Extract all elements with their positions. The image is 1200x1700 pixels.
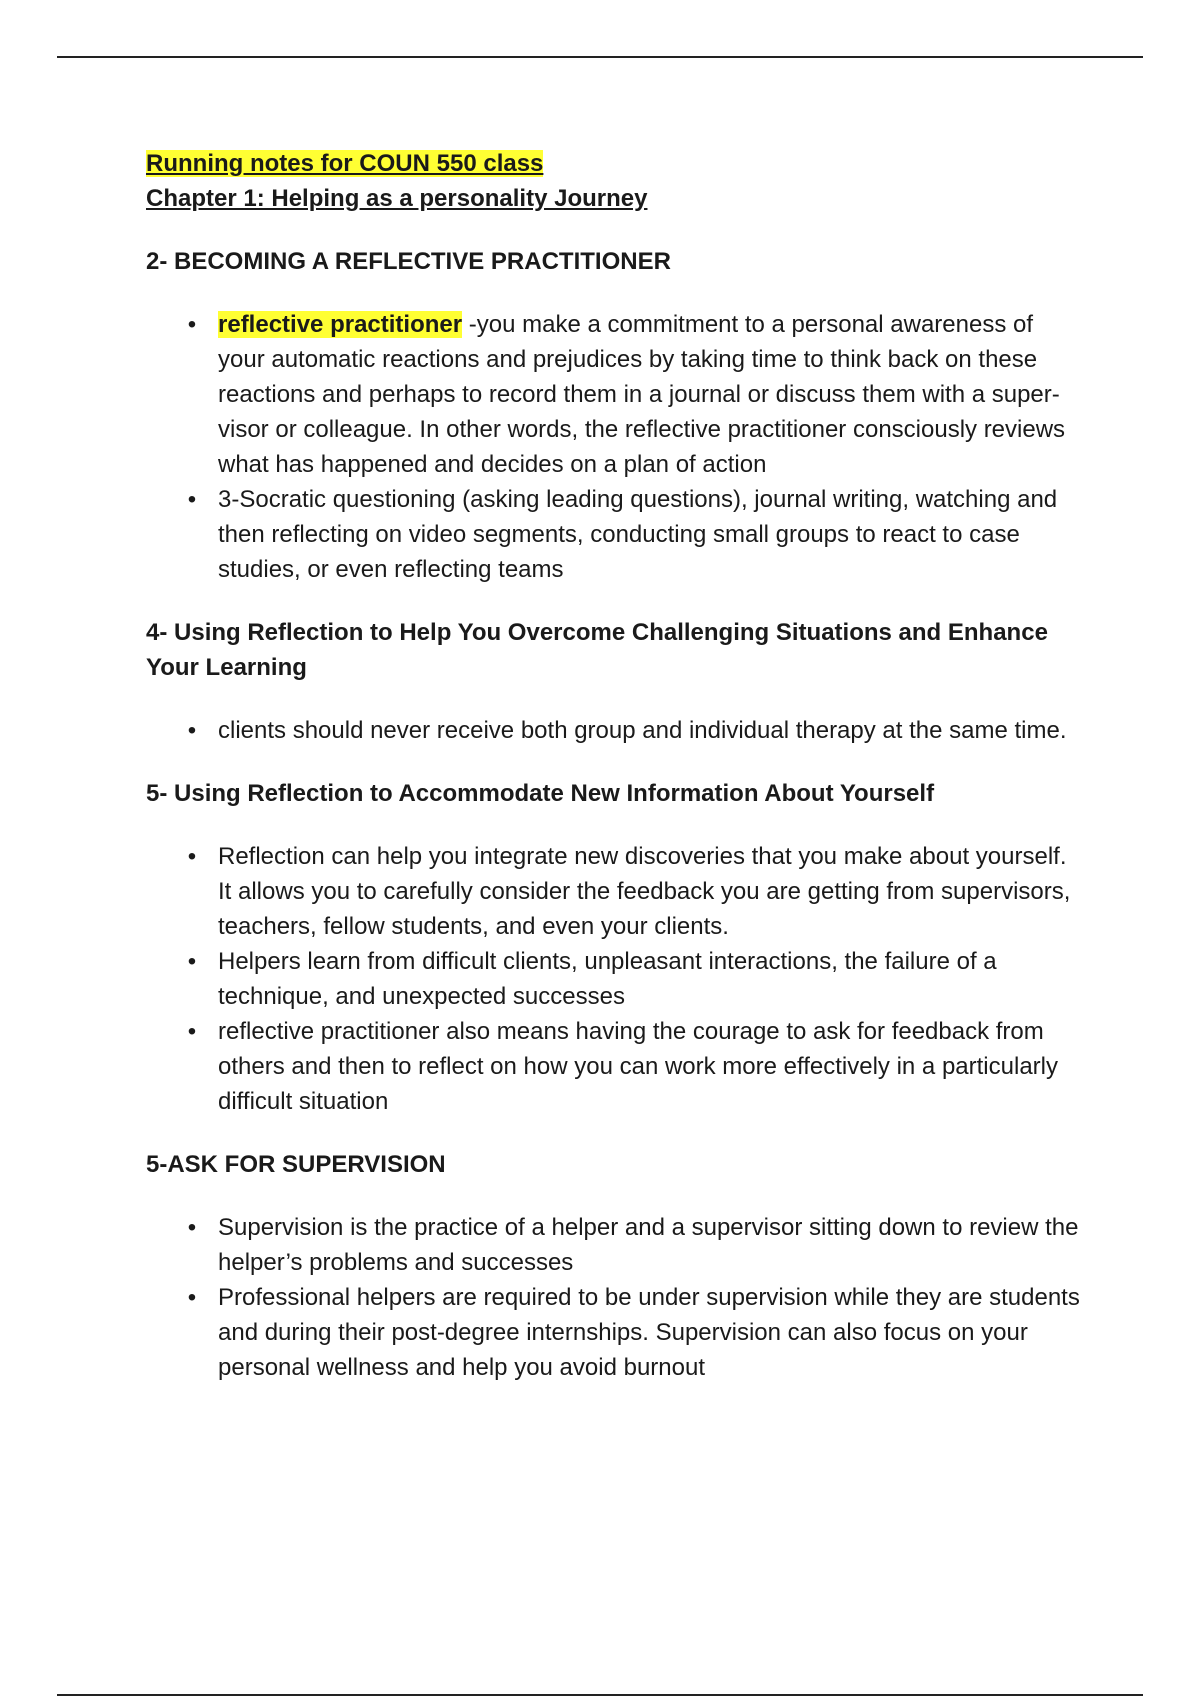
section-list-new-information	[146, 839, 1086, 1119]
bottom-rule	[57, 1694, 1143, 1696]
list-item	[146, 944, 1086, 1014]
bullet-glyph: •	[187, 1214, 197, 1241]
list-item	[146, 482, 1086, 587]
list-item-text: 3-Socratic questioning (asking leading questions), journal writing, watching and then reflecting on video segments, conducting small groups to react to case studies, or even reflecting teams	[218, 486, 1058, 583]
list-item-text: Helpers learn from difficult clients, unpleasant interactions, the failure of a technique, and unexpected successes	[218, 948, 997, 1010]
section-heading-ask-for-supervision: 5-ASK FOR SUPERVISION	[146, 1151, 446, 1178]
document-body	[146, 146, 1086, 1385]
list-item	[146, 1210, 1086, 1280]
list-item	[146, 1014, 1086, 1119]
document-title	[146, 146, 1086, 181]
title-highlight: Running notes for COUN 550 class	[146, 150, 544, 177]
section-heading-new-information: 5- Using Reflection to Accommodate New Information About Yourself	[146, 780, 935, 807]
bullet-glyph: •	[187, 843, 197, 870]
list-item	[146, 713, 1086, 748]
section-list-reflective-practitioner	[146, 307, 1086, 587]
bullet-glyph: •	[187, 948, 197, 975]
list-item	[146, 1280, 1086, 1385]
list-item-text: -you make a commitment to a personal awareness of your automatic reactions and prejudices by taking time to think back on these reactions and perhaps to record them in a journal or discuss them with a super- visor or colleague. In other words, the reflective practitioner consciously reviews what has happened and decides on a plan of action	[218, 311, 1066, 478]
bullet-glyph: •	[187, 311, 197, 338]
list-item	[146, 307, 1086, 482]
list-item-text: Reflection can help you integrate new discoveries that you make about yourself. It allows you to carefully consider the feedback you are getting from supervisors, teachers, fellow students, and even your clients.	[218, 843, 1071, 940]
list-item	[146, 839, 1086, 944]
chapter-title: Chapter 1: Helping as a personality Journey	[146, 185, 648, 212]
list-item-text: Supervision is the practice of a helper and a supervisor sitting down to review the helper’s problems and successes	[218, 1214, 1079, 1276]
bullet-glyph: •	[187, 717, 197, 744]
section-heading-challenging-situations: 4- Using Reflection to Help You Overcome Challenging Situations and Enhance Your Learning	[146, 619, 1048, 681]
highlighted-term: reflective practitioner	[218, 311, 463, 338]
section-list-ask-for-supervision	[146, 1210, 1086, 1385]
bullet-glyph: •	[187, 1018, 197, 1045]
section-heading-reflective-practitioner: 2- BECOMING A REFLECTIVE PRACTITIONER	[146, 248, 671, 275]
list-item-text: clients should never receive both group and individual therapy at the same time.	[218, 717, 1067, 744]
list-item-text: Professional helpers are required to be under supervision while they are students and during their post-degree internships. Supervision can also focus on your personal wellness and help you avoid burnout	[218, 1284, 1080, 1381]
section-list-challenging-situations	[146, 713, 1086, 748]
bullet-glyph: •	[187, 1284, 197, 1311]
bullet-glyph: •	[187, 486, 197, 513]
top-rule	[57, 56, 1143, 58]
list-item-text: reflective practitioner also means having the courage to ask for feedback from others and then to reflect on how you can work more effectively in a particularly difficult situation	[218, 1018, 1058, 1115]
